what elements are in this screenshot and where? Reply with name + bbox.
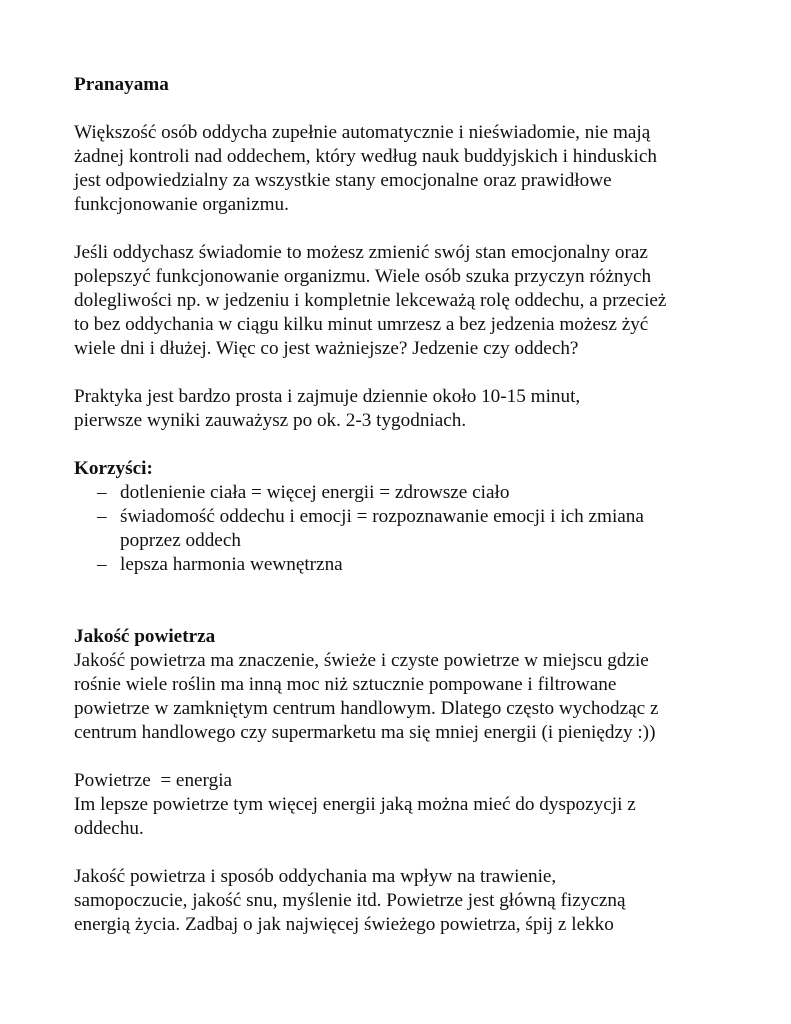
air-quality-heading <box>74 625 734 649</box>
dash-bullet-icon: – <box>97 482 107 503</box>
conscious-line: dolegliwości np. w jedzeniu i kompletnie lekceważą rolę oddechu, a przecież <box>74 290 667 311</box>
dash-bullet-icon: – <box>97 506 107 527</box>
list-item-text: poprzez oddech <box>120 530 241 551</box>
energy-equation: Powietrze = energia <box>74 770 233 791</box>
practice-line: pierwsze wyniki zauważysz po ok. 2-3 tygodniach. <box>74 410 467 431</box>
spacer <box>74 433 734 457</box>
spacer <box>74 217 734 241</box>
closing-paragraph <box>74 865 734 937</box>
benefits-heading-text: Korzyści: <box>74 458 153 479</box>
page-title-text: Pranayama <box>74 74 169 95</box>
list-item <box>74 553 734 577</box>
benefits-heading <box>74 457 734 481</box>
list-item-text: lepsza harmonia wewnętrzna <box>120 554 343 575</box>
spacer <box>74 97 734 121</box>
air-quality-heading-text: Jakość powietrza <box>74 626 216 647</box>
air-quality-line: rośnie wiele roślin ma inną moc niż sztucznie pompowane i filtrowane <box>74 674 617 695</box>
list-item-text: świadomość oddechu i emocji = rozpoznawanie emocji i ich zmiana <box>120 506 644 527</box>
closing-line: Jakość powietrza i sposób oddychania ma wpływ na trawienie, <box>74 866 557 887</box>
intro-paragraph <box>74 121 734 217</box>
intro-line: Większość osób oddycha zupełnie automatycznie i nieświadomie, nie mają <box>74 122 651 143</box>
page-title <box>74 73 734 97</box>
benefits-list <box>74 481 734 577</box>
spacer <box>74 577 734 625</box>
conscious-line: Jeśli oddychasz świadomie to możesz zmienić swój stan emocjonalny oraz <box>74 242 648 263</box>
air-quality-line: centrum handlowego czy supermarketu ma się mniej energii (i pieniędzy :)) <box>74 722 656 743</box>
conscious-breathing-paragraph <box>74 241 734 361</box>
closing-line: energią życia. Zadbaj o jak najwięcej świeżego powietrza, śpij z lekko <box>74 914 614 935</box>
spacer <box>74 841 734 865</box>
spacer <box>74 745 734 769</box>
list-item-text: dotlenienie ciała = więcej energii = zdrowsze ciało <box>120 482 510 503</box>
intro-line: funkcjonowanie organizmu. <box>74 194 289 215</box>
conscious-line: to bez oddychania w ciągu kilku minut umrzesz a bez jedzenia możesz żyć <box>74 314 649 335</box>
energy-line: Im lepsze powietrze tym więcej energii jaką można mieć do dyspozycji z <box>74 794 636 815</box>
conscious-line: polepszyć funkcjonowanie organizmu. Wiele osób szuka przyczyn różnych <box>74 266 652 287</box>
conscious-line: wiele dni i dłużej. Więc co jest ważniejsze? Jedzenie czy oddech? <box>74 338 579 359</box>
air-quality-line: Jakość powietrza ma znaczenie, świeże i czyste powietrze w miejscu gdzie <box>74 650 649 671</box>
document-page <box>74 73 734 937</box>
air-quality-paragraph <box>74 649 734 745</box>
list-item <box>74 481 734 505</box>
spacer <box>74 361 734 385</box>
dash-bullet-icon: – <box>97 554 107 575</box>
list-item <box>74 505 734 553</box>
intro-line: żadnej kontroli nad oddechem, który według nauk buddyjskich i hinduskich <box>74 146 657 167</box>
energy-paragraph <box>74 769 734 841</box>
energy-line: oddechu. <box>74 818 144 839</box>
closing-line: samopoczucie, jakość snu, myślenie itd. Powietrze jest główną fizyczną <box>74 890 626 911</box>
intro-line: jest odpowiedzialny za wszystkie stany emocjonalne oraz prawidłowe <box>74 170 612 191</box>
practice-paragraph <box>74 385 734 433</box>
practice-line: Praktyka jest bardzo prosta i zajmuje dziennie około 10-15 minut, <box>74 386 581 407</box>
air-quality-line: powietrze w zamkniętym centrum handlowym. Dlatego często wychodząc z <box>74 698 659 719</box>
